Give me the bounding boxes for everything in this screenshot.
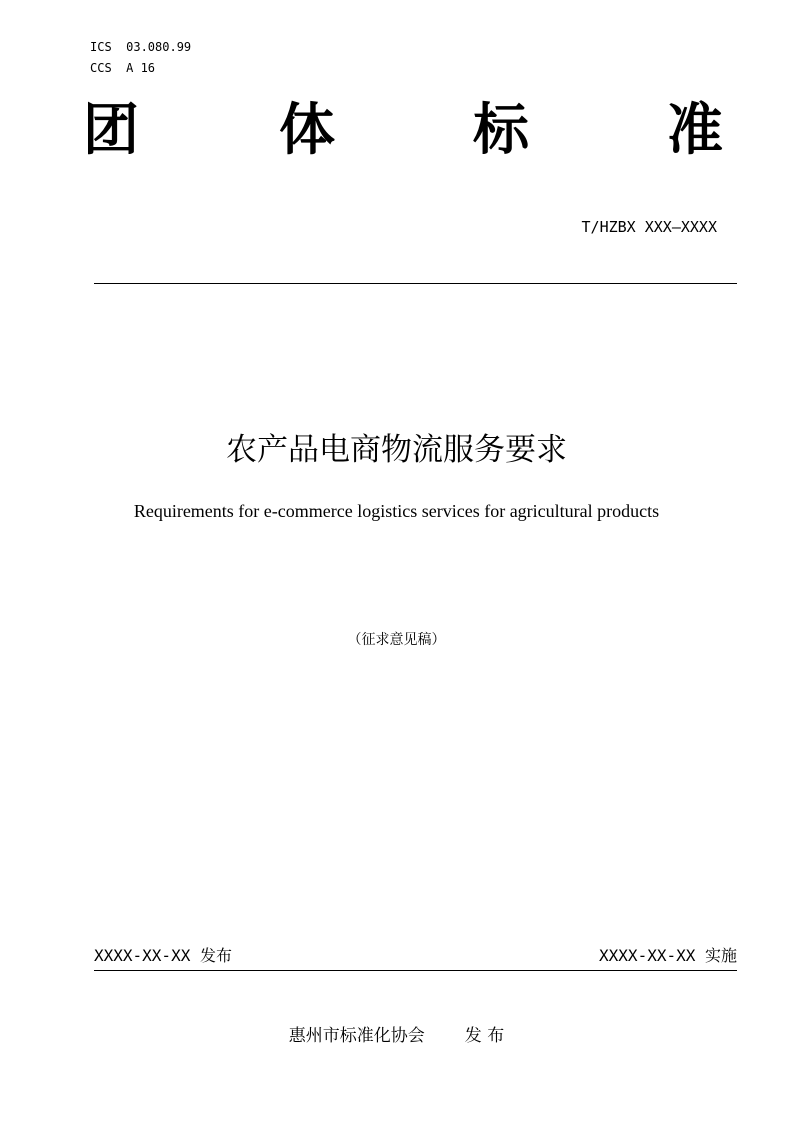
- draft-note: （征求意见稿）: [347, 632, 446, 648]
- ccs-code: CCS A 16: [90, 61, 156, 75]
- bottom-divider: [94, 970, 737, 971]
- document-title-english: Requirements for e-commerce logistics services for agricultural products: [133, 501, 660, 521]
- publisher-line: [0, 1025, 793, 1047]
- category-char-2: 体: [279, 98, 335, 163]
- publisher-action: 发 布: [464, 1026, 505, 1046]
- implement-date: XXXX-XX-XX 实施: [599, 946, 737, 965]
- category-char-1: 团: [83, 98, 139, 163]
- document-title: 农产品电商物流服务要求: [226, 432, 567, 468]
- ics-code: ICS 03.080.99: [90, 40, 192, 54]
- category-char-4: 准: [667, 98, 723, 163]
- standard-code: T/HZBX XXX—XXXX: [581, 218, 717, 236]
- top-divider: [94, 283, 737, 284]
- publisher-name: 惠州市标准化协会: [288, 1026, 425, 1046]
- publish-date: XXXX-XX-XX 发布: [94, 946, 232, 965]
- category-char-3: 标: [473, 98, 529, 163]
